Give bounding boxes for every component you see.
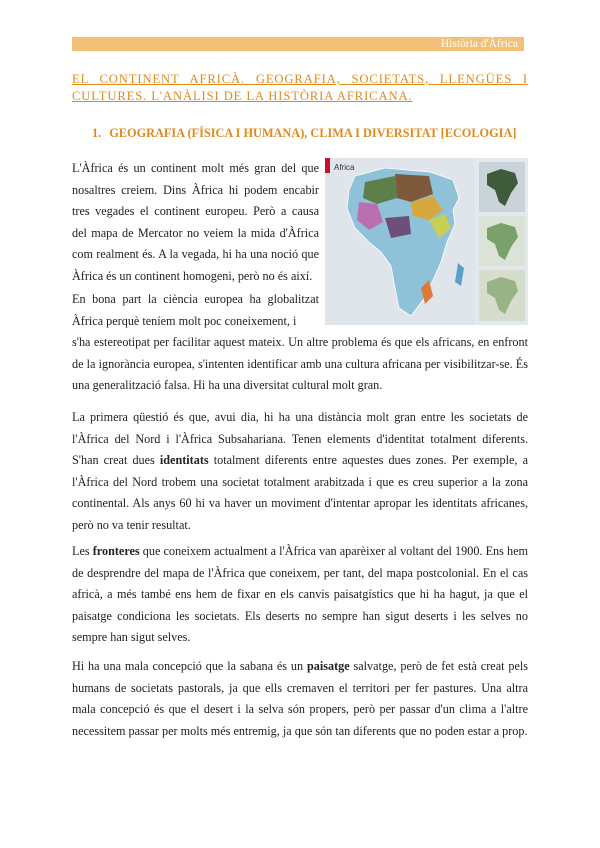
paragraph-4	[72, 541, 528, 649]
running-header	[72, 37, 524, 51]
paragraph-5-text-b: salvatge, però de fet està creat pels humans de societats pastorals, ja que ells cremaven el territori per fer pastures. Una altra mala concepció és que el desert i la selva són propers, però per passar d'un clima a l'altre necessitem passar per molts més entremig, ja que són tan diferents que no poden estar a prop.	[72, 659, 528, 738]
africa-maps-figure	[325, 158, 528, 325]
paragraph-3-text-a: La primera qüestió és que, avui dia, hi ha una distància molt gran entre les societats de l'Àfrica del Nord i l'Àfrica Subsahariana. Tenen elements d'identitat totalment diferents. S'han creat dues	[72, 410, 528, 467]
keyword-paisatge: paisatge	[306, 659, 350, 673]
section-heading	[92, 126, 528, 141]
section-heading-text: GEOGRAFIA (FÍSICA I HUMANA), CLIMA I DIVERSITAT [ECOLOGIA]	[109, 126, 517, 140]
document-title: EL CONTINENT AFRICÀ. GEOGRAFIA, SOCIETATS, LLENGÜES I CULTURES. L'ANÀLISI DE LA HISTÒRIA AFRICANA.	[72, 72, 528, 103]
keyword-identitats: identitats	[159, 453, 209, 467]
paragraph-1: L'Àfrica és un continent molt més gran del que nosaltres creiem. Dins Àfrica hi podem encabir tres vegades el continent europeu. Però a causa del mapa de Mercator no veiem la mida d'Àfrica com realment és. A la vegada, hi ha una noció que Àfrica és un continent homogeni, però no és així.	[72, 161, 319, 283]
paragraph-5-text-a: Hi ha una mala concepció que la sabana és un	[72, 659, 307, 673]
paragraph-5	[72, 656, 528, 742]
paragraph-4-text-a: Les	[72, 544, 93, 558]
figure-corner-mark	[325, 158, 330, 173]
paragraph-2-continued: s'ha estereotipat per facilitar aquest mateix. Un altre problema és que els africans, en enfront de la ignorància europea, s'intenten identificar amb una cultura africana per visibilitzar-se. És una generalització falsa. Hi ha una diversitat cultural molt gran.	[72, 335, 528, 392]
paragraph-3	[72, 407, 528, 536]
keyword-fronteres: fronteres	[92, 544, 140, 558]
paragraph-3-text-b: totalment diferents entre aquestes dues zones. Per exemple, a l'Àfrica del Nord trobem una societat totalment arabitzada i que es creu superior a la zona continental. Als anys 60 hi va haver un moviment d'intentar apropar les identitats africanes, però no va tenir resultat.	[72, 453, 528, 532]
section-number: 1.	[92, 126, 102, 140]
running-header-label: Història d'Àfrica	[440, 38, 518, 50]
paragraph-2-start: En bona part la ciència europea ha globalitzat Àfrica perquè teníem molt poc coneixement, i	[72, 292, 319, 328]
figure-label: Africa	[334, 163, 355, 172]
paragraph-4-text-b: que coneixem actualment a l'Àfrica van aparèixer al voltant del 1900. Ens hem de desprendre del mapa de l'Àfrica que coneixem, per tant, del mapa postcolonial. En el cas africà, a més també ens hem de fixar en els canvis paisatgístics que hi ha hagut, ja que el paisatge condiciona les societats. Els deserts no sempre han sigut deserts i les selves no sempre han sigut selves.	[72, 544, 528, 644]
